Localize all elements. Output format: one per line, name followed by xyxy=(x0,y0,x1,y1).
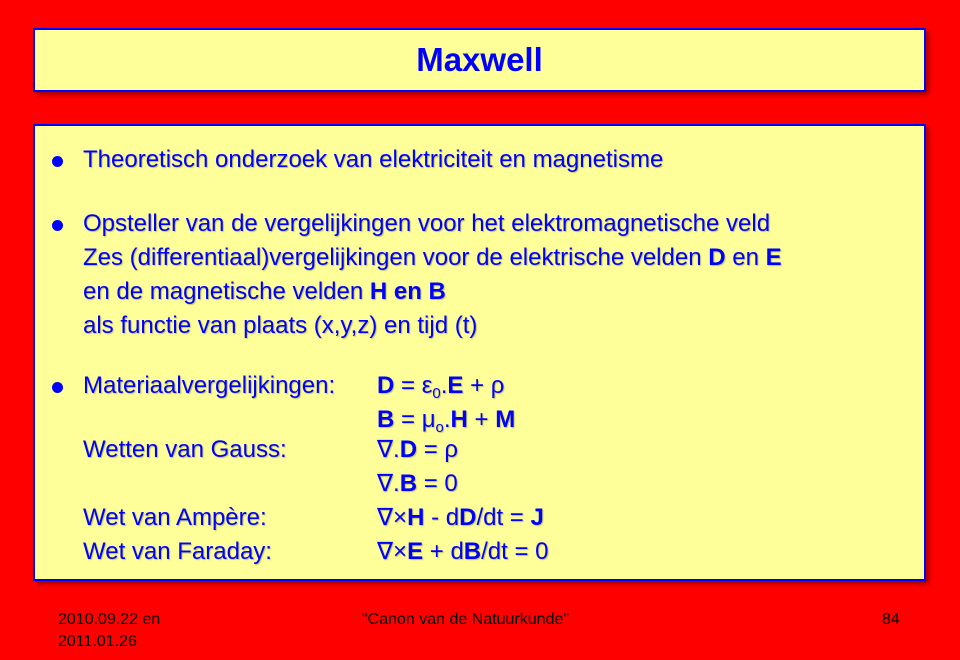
eq2-dot: . xyxy=(443,406,451,433)
eq2-H: H xyxy=(450,406,468,433)
footer-date-line-1: 2010.09.22 en xyxy=(58,611,161,628)
footer-title: "Canon van de Natuurkunde" xyxy=(362,611,570,628)
eq4-B: B xyxy=(399,470,418,497)
eq3-nabla: ∇. xyxy=(377,436,400,463)
page-title: Maxwell xyxy=(416,41,543,78)
eq6-mid: + d xyxy=(423,538,464,565)
label-faraday: Wet van Faraday: xyxy=(83,538,272,565)
eq5-mid: - d xyxy=(424,504,460,531)
bullet-1-text: Theoretisch onderzoek van elektriciteit en magnetisme xyxy=(83,146,664,173)
content-box xyxy=(33,124,926,581)
equation-gauss-1 xyxy=(377,436,458,464)
line2-text: Zes (differentiaal)vergelijkingen voor de elektrische velden xyxy=(83,244,709,271)
eq2-mid: = μ xyxy=(394,406,436,433)
eq1-D: D xyxy=(377,372,395,399)
eq5-J: J xyxy=(530,504,544,531)
footer-date xyxy=(58,609,160,653)
eq1-mid: = ε xyxy=(394,372,433,399)
symbols-H-en-B: H en B xyxy=(369,278,446,305)
equation-faraday xyxy=(377,538,549,566)
label-gauss: Wetten van Gauss: xyxy=(83,436,287,463)
eq6-nabla: ∇× xyxy=(377,538,408,565)
bullet-2-line-4: als functie van plaats (x,y,z) en tijd (t) xyxy=(83,312,478,339)
eq2-B: B xyxy=(377,406,395,433)
eq5-D: D xyxy=(459,504,477,531)
eq5-mid2: /dt = xyxy=(476,504,531,531)
symbol-E: E xyxy=(765,244,782,271)
eq2-plus: + xyxy=(467,406,496,433)
bullet-2-line-2 xyxy=(83,244,782,272)
eq1-E: E xyxy=(447,372,464,399)
bullet-dot-3 xyxy=(52,382,63,393)
bullet-dot-1 xyxy=(52,156,63,167)
bullet-dot-2 xyxy=(52,220,63,231)
label-ampere: Wet van Ampère: xyxy=(83,504,267,531)
eq6-rest: /dt = 0 xyxy=(481,538,549,565)
eq6-B: B xyxy=(463,538,482,565)
eq3-rest: = ρ xyxy=(417,436,459,463)
eq1-sub: 0 xyxy=(432,385,441,402)
eq4-nabla: ∇. xyxy=(377,470,400,497)
line2-en: en xyxy=(725,244,766,271)
eq1-dot: . xyxy=(440,372,448,399)
eq1-rest: + ρ xyxy=(463,372,505,399)
eq2-sub: o xyxy=(435,419,444,436)
footer-date-line-2: 2011.01.26 xyxy=(58,633,137,650)
equation-materiaal-2 xyxy=(377,406,515,434)
label-materiaal: Materiaalvergelijkingen: xyxy=(83,372,336,399)
eq2-M: M xyxy=(495,406,516,433)
eq4-rest: = 0 xyxy=(417,470,458,497)
equation-materiaal-1 xyxy=(377,372,504,400)
eq3-D: D xyxy=(399,436,418,463)
bullet-2-line-3 xyxy=(83,278,446,306)
equation-ampere xyxy=(377,504,544,532)
eq6-E: E xyxy=(407,538,424,565)
bullet-2-line-1: Opsteller van de vergelijkingen voor het elektromagnetische veld xyxy=(83,210,771,237)
footer-page-number: 84 xyxy=(882,611,900,628)
eq5-H: H xyxy=(407,504,425,531)
line3-text: en de magnetische velden xyxy=(83,278,370,305)
symbol-D: D xyxy=(708,244,726,271)
equation-gauss-2 xyxy=(377,470,458,498)
title-box xyxy=(33,28,926,92)
eq5-nabla: ∇× xyxy=(377,504,408,531)
